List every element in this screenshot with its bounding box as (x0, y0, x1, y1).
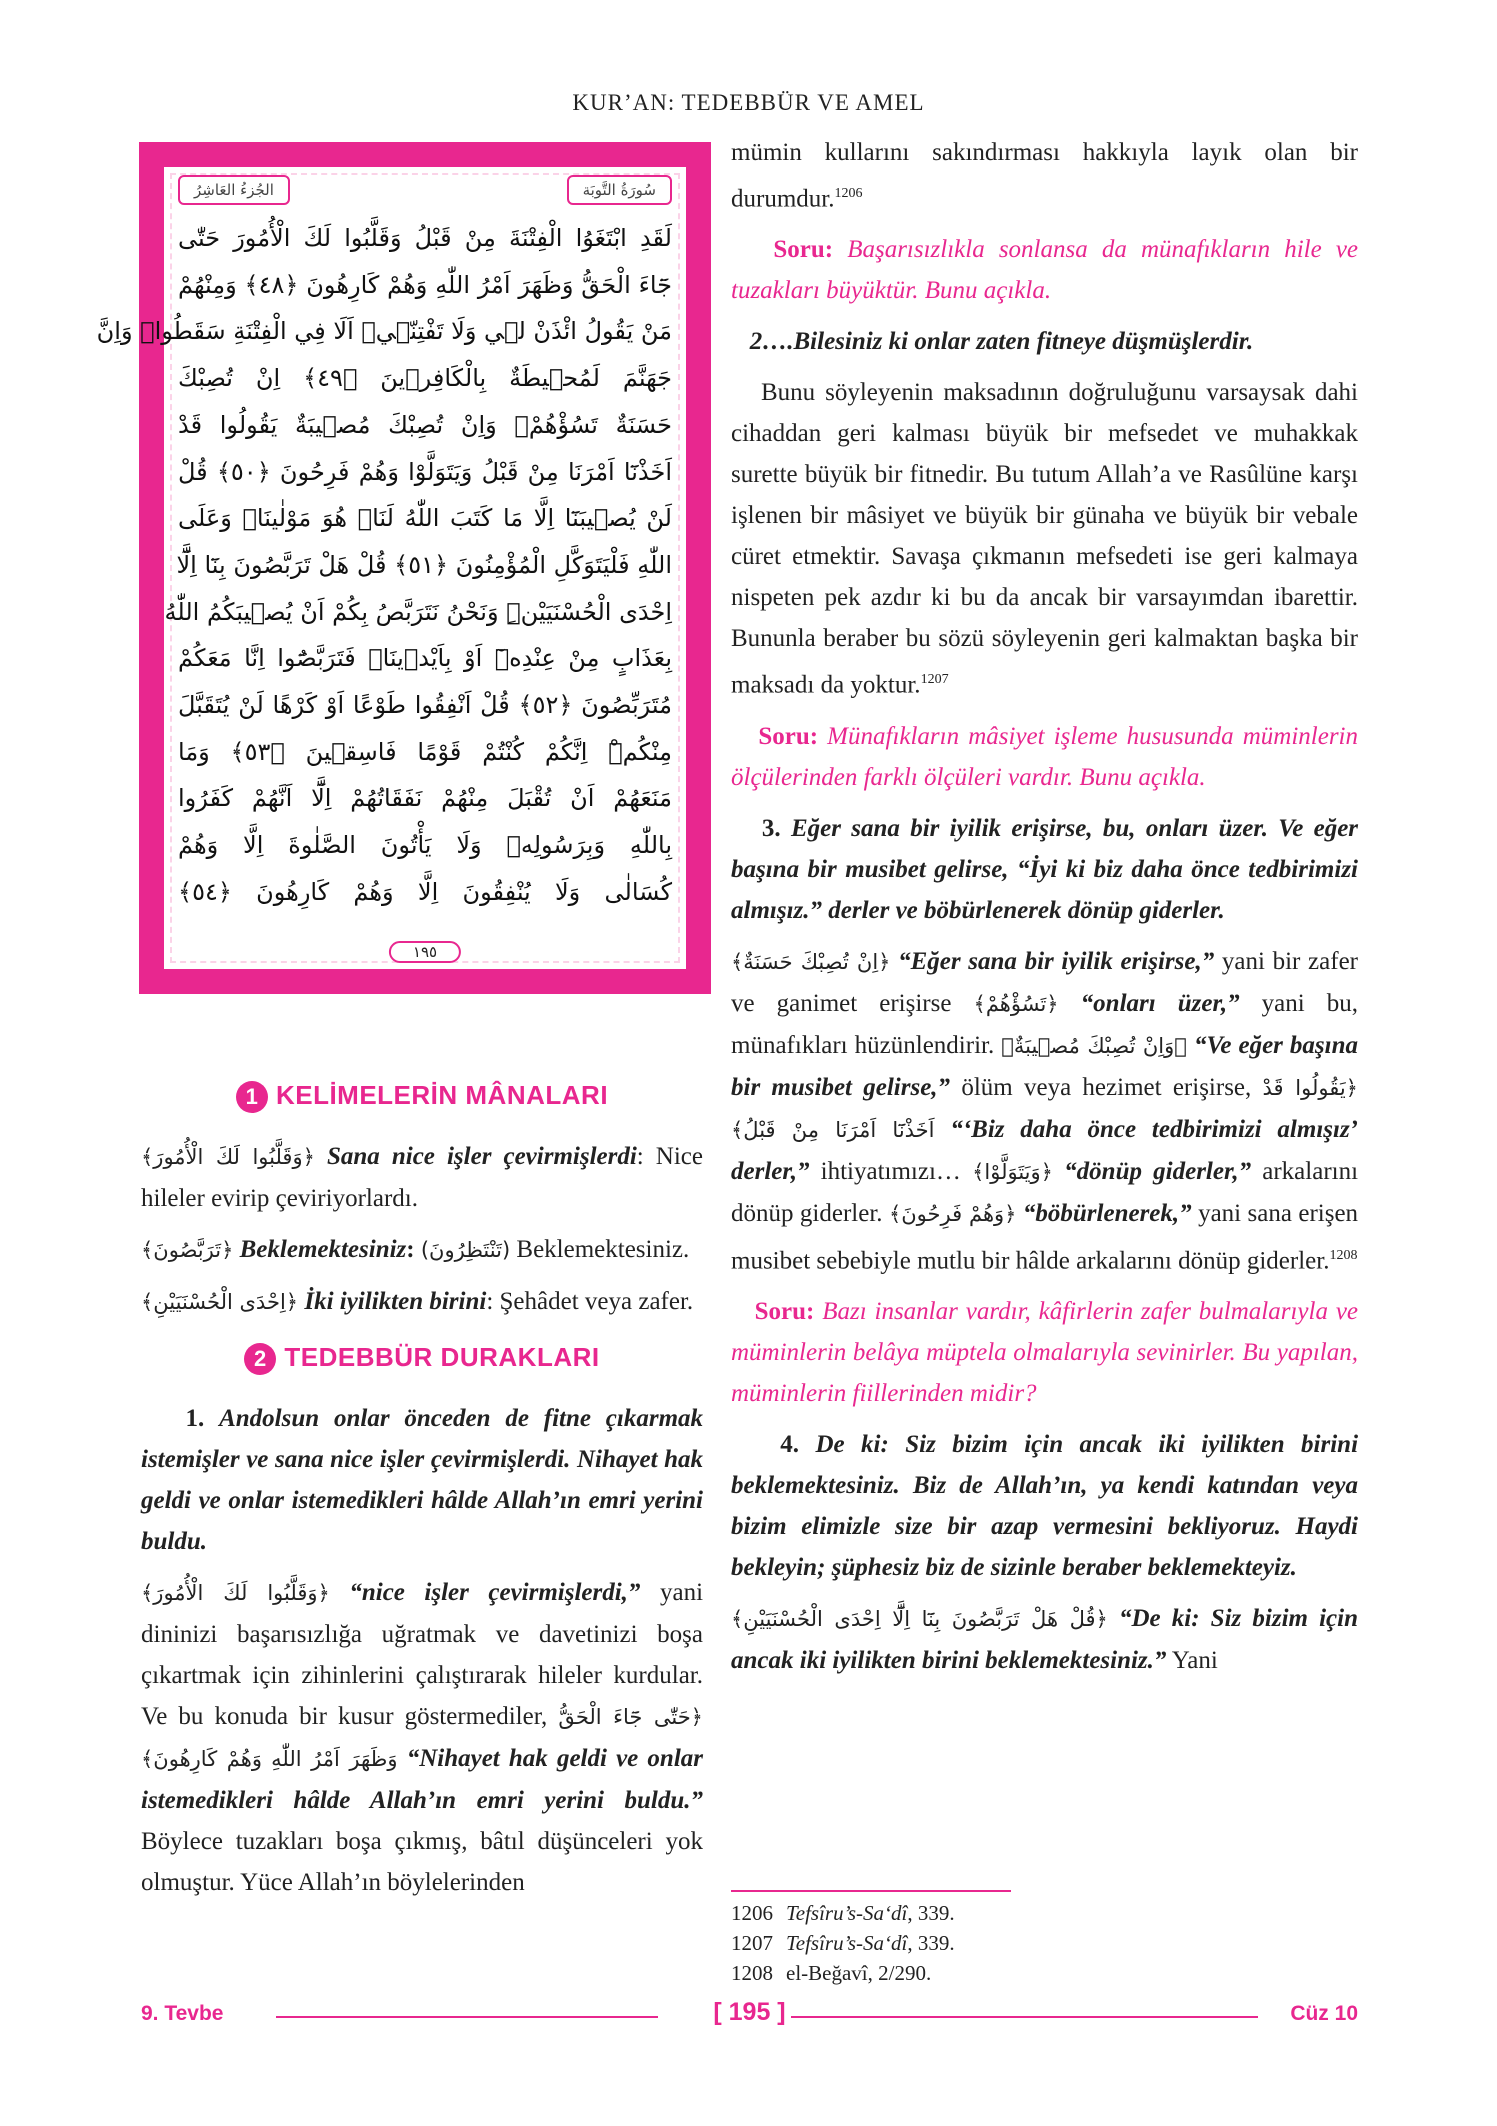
footnote: 1206 Tefsîru’s-Sa‘dî, 339. (731, 1901, 955, 1925)
footer-rule (791, 2016, 1258, 2018)
footer-juz: Cüz 10 (1290, 2002, 1358, 2025)
quran-page (96, 164, 689, 972)
verse-heading-1: 1. Andolsun onlar önceden de fitne çıkarmak istemişler ve sana nice işler çevirmişlerdi. Nihayet hak geldi ve onlar istemedikleri hâlde Allah’ın emri yerini buldu. (141, 1405, 704, 1555)
footnote-divider (731, 1890, 1011, 1892)
quran-line: بِعَذَابٍ مِنْ عِنْدِهٖٓ اَوْ بِاَيْدٖينَاۘ فَتَرَبَّصُٓوا اِنَّا مَعَكُمْ (178, 644, 672, 673)
quran-line: اَخَذْنَٓا اَمْرَنَا مِنْ قَبْلُ وَيَتَوَلَّوْا وَهُمْ فَرِحُونَ ﴿٥٠﴾ قُلْ (178, 457, 672, 486)
quran-line: بِاللّٰهِ وَبِرَسُولِهٖ وَلَا يَأْتُونَ الصَّلٰوةَ اِلَّا وَهُمْ (178, 831, 672, 860)
verse-heading-2: 2….Bilesiniz ki onlar zaten fitneye düşmüşlerdir. (749, 328, 1254, 356)
footnote: 1207 Tefsîru’s-Sa‘dî, 339. (731, 1931, 955, 1955)
footnotes (731, 1898, 1358, 1988)
section-title-kelimeler: 1 KELİMELERİN MÂNALARI (141, 1075, 703, 1116)
word-entry: ﴿وَقَلَّبُوا لَكَ الْأُمُورَ﴾ Sana nice işler çevirmişlerdi: Nice hileler evirip çeviriyorlardı. (141, 1143, 704, 1212)
surah-label: سُورَةُ التَّوبَة (567, 175, 672, 205)
quran-line: جَٓاءَ الْحَقُّ وَظَهَرَ اَمْرُ اللّٰهِ وَهُمْ كَارِهُونَ ﴿٤٨﴾ وَمِنْهُمْ (178, 270, 672, 299)
quran-page-frame (96, 142, 711, 994)
quran-line: مُتَرَبِّصُونَ ﴿٥٢﴾ قُلْ اَنْفِقُوا طَوْعًا اَوْ كَرْهًا لَنْ يُتَقَبَّلَ (178, 691, 673, 720)
section-title-tedebbur: 2 TEDEBBÜR DURAKLARI (141, 1337, 703, 1378)
quran-line: مَنْ يَقُولُ ائْذَنْ لٖي وَلَا تَفْتِنّٖيۜ اَلَا فِي الْفِتْنَةِ سَقَطُواۜ وَاِنَّ (96, 317, 672, 346)
juz-label: الجُزءُ العَاشِرُ (178, 175, 290, 205)
quran-line: اللّٰهِ فَلْيَتَوَكَّلِ الْمُؤْمِنُونَ ﴿٥١﴾ قُلْ هَلْ تَرَبَّصُونَ بِنَٓا اِلَّٓا (176, 550, 672, 579)
word-entry: ﴿تَرَبَّصُونَ﴾ Beklemektesiniz: (تَنْتَظِرُونَ) Beklemektesiniz. (141, 1236, 690, 1263)
footnote: 1208 el-Beğavî, 2/290. (731, 1961, 932, 1985)
quran-page-header (178, 175, 672, 205)
quran-line: لَنْ يُصٖيبَنَٓا اِلَّا مَا كَتَبَ اللّٰهُ لَنَاۚ هُوَ مَوْلٰينَاۚ وَعَلَى (178, 504, 672, 533)
quran-text (96, 215, 673, 929)
footnote-ref: 1207 (920, 672, 949, 688)
commentary-paragraph: mümin kullarını sakındırması hakkıyla layık olan bir durumdur.$^{1206}$ (731, 139, 1358, 213)
footer-rule (276, 2016, 658, 2018)
quran-line: اِحْدَى الْحُسْنَيَيْنِۜ وَنَحْنُ نَتَرَبَّصُ بِكُمْ اَنْ يُصٖيبَكُمُ اللّٰهُ (164, 597, 672, 626)
page-footer (141, 1998, 1358, 2032)
running-header: KUR’AN: TEDEBBÜR VE AMEL (572, 90, 925, 115)
quran-line: حَسَنَةٌ تَسُؤْهُمْۚ وَاِنْ تُصِبْكَ مُصٖيبَةٌ يَقُولُوا قَدْ (178, 410, 672, 439)
quran-line: لَقَدِ ابْتَغَوُا الْفِتْنَةَ مِنْ قَبْلُ وَقَلَّبُوا لَكَ الْأُمُورَ حَتّٰى (178, 224, 672, 252)
question-block: Soru: Münafıkların mâsiyet işleme hususunda müminlerin ölçülerinden farklı ölçüleri vardır. Bunu açıkla. (731, 722, 1358, 791)
question-block: Soru: Başarısızlıkla sonlansa da münafıkların hile ve tuzakları büyüktür. Bunu açıkla. (731, 236, 1359, 305)
commentary-paragraph: Bunu söyleyenin maksadının doğruluğunu varsaysak dahi cihaddan geri kalması büyük bir mefsedet ve muhakkak surette büyük bir fitnedir. Bu tutum Allah’a ve Rasûlüne karşı işlenen bir mâsiyet ve büyük bir günaha ve büyük bir vebale cüret etmektir. Savaşa çıkmanın mefsedeti ise geri kalmaya nispeten pek azdır ki bu da ancak bir varsayımdan ibarettir. Bununla beraber bu sözü söyleyenin geri kalmaktan başka bir maksadı da yoktur.$^{1207}$ (731, 379, 1358, 699)
question-block: Soru: Bazı insanlar vardır, kâfirlerin zafer bulmalarıyla ve müminlerin belâya müptela olmalarıyla sevinirler. Bu yapılan, müminlerin fiillerinden midir? (731, 1297, 1359, 1407)
quran-line: كُسَالٰى وَلَا يُنْفِقُونَ اِلَّا وَهُمْ كَارِهُونَ ﴿٥٤﴾ (178, 877, 672, 906)
quran-page-number: ١٩٥ (389, 941, 461, 963)
word-entry: ﴿اِحْدَى الْحُسْنَيَيْنِ﴾ İki iyilikten birini: Şehâdet veya zafer. (141, 1288, 694, 1315)
commentary-paragraph: ﴿قُلْ هَلْ تَرَبَّصُونَ بِنَٓا اِلَّٓا اِحْدَى الْحُسْنَيَيْنِ﴾ “De ki: Siz bizim için ancak iki iyilikten birini beklemektesiniz.” Yani (731, 1604, 1358, 1674)
quran-line: جَهَنَّمَ لَمُحٖيطَةٌ بِالْكَافِرٖينَ ﴿٤٩﴾ اِنْ تُصِبْكَ (178, 364, 673, 393)
footer-surah: 9. Tevbe (141, 2002, 224, 2025)
footnote-ref: 1206 (834, 186, 863, 201)
verse-heading-4: 4. De ki: Siz bizim için ancak iki iyilikten birini beklemektesiniz. Biz de Allah’ın, ya kendi katından veya bizim elimizle size bir azap vermesini bekliyoruz. Haydi bekleyin; şüphesiz biz de sizinle beraber beklemekteyiz. (731, 1430, 1359, 1581)
right-column (731, 132, 1358, 1691)
left-column (141, 1075, 703, 1913)
page-number: [ 195 ] (713, 1998, 786, 2026)
quran-line: مِنْكُمْۜ اِنَّكُمْ كُنْتُمْ قَوْمًا فَاسِقٖينَ ﴿٥٣﴾ وَمَا (178, 737, 672, 766)
footnote-ref: 1208 (1329, 1247, 1358, 1263)
quran-line: مَنَعَهُمْ اَنْ تُقْبَلَ مِنْهُمْ نَفَقَاتُهُمْ اِلَّٓا اَنَّهُمْ كَفَرُوا (178, 784, 672, 813)
section-number: 1 (236, 1081, 268, 1113)
section-number: 2 (244, 1343, 276, 1375)
commentary-paragraph: ﴿وَقَلَّبُوا لَكَ الْأُمُورَ﴾ “nice işler çevirmişlerdi,” yani dininizi başarısızlığa uğratmak ve davetinizi boşa çıkartmak için zihinlerini çalıştırarak hileler kurdular. Ve bu konuda bir kusur göstermediler, ﴿حَتّٰى جَٓاءَ الْحَقُّ وَظَهَرَ اَمْرُ اللّٰهِ وَهُمْ كَارِهُونَ﴾ “Nihayet hak geldi ve onlar istemedikleri hâlde Allah’ın emri yerini buldu.” Böylece tuzakları boşa çıkmış, bâtıl düşünceleri yok olmuştur. Yüce Allah’ın böylelerinden (141, 1579, 704, 1896)
commentary-paragraph: ﴿اِنْ تُصِبْكَ حَسَنَةٌ﴾ “Eğer sana bir iyilik erişirse,” yani bir zafer ve ganimet erişirse ﴿تَسُؤْهُمْ﴾ “onları üzer,” yani bu, münafıkları hüzünlendirir. ﴿وَاِنْ تُصِبْكَ مُصٖيبَةٌ﴾ “Ve eğer başına bir musibet gelirse,” ölüm veya hezimet erişirse, ﴿يَقُولُوا قَدْ اَخَذْنَٓا اَمْرَنَا مِنْ قَبْلُ﴾ “‘Biz daha önce tedbirimizi almışız’ derler,” ihtiyatımızı… ﴿وَيَتَوَلَّوْا﴾ “dönüp giderler,” arkalarını dönüp giderler. ﴿وَهُمْ فَرِحُونَ﴾ “böbürlenerek,” yani sana erişen musibet sebebiyle mutlu bir hâlde arkalarını dönüp giderler.$^{1208}$ (731, 947, 1359, 1274)
verse-heading-3: 3. Eğer sana bir iyilik erişirse, bu, onları üzer. Ve eğer başına bir musibet gelirse, “İyi ki biz daha önce tedbirimizi almışız.” derler ve böbürlenerek dönüp giderler. (731, 814, 1359, 924)
